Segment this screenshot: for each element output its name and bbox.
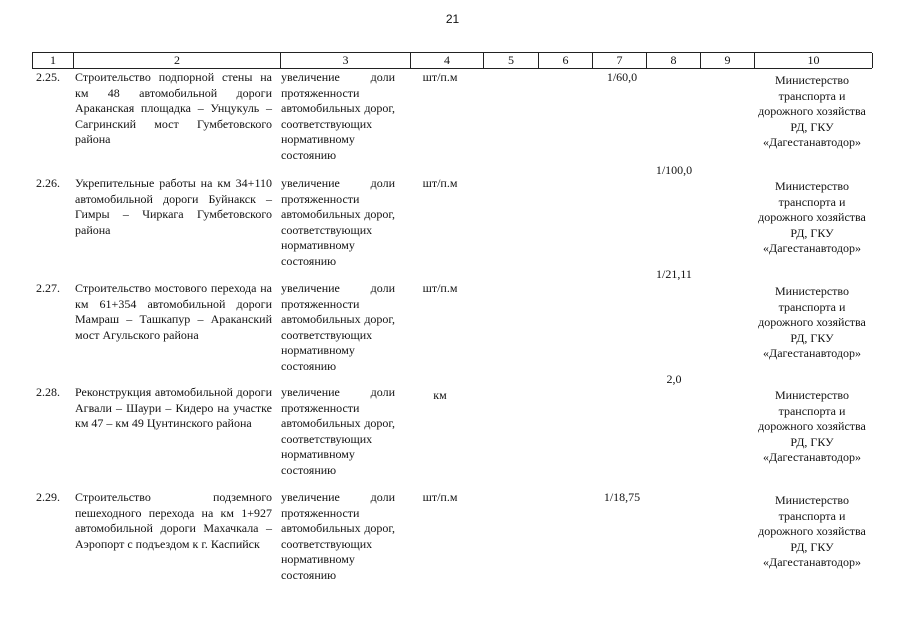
row-number: 2.28. bbox=[36, 385, 60, 399]
header-col-7: 7 bbox=[592, 53, 646, 68]
row-unit: шт/п.м bbox=[422, 176, 458, 190]
header-col-8: 8 bbox=[646, 53, 700, 68]
row-indicator: увеличение доли протяженности автомобильных дорог, соответствующих нормативному состоянию bbox=[281, 176, 395, 268]
header-col-9: 9 bbox=[700, 53, 754, 68]
row-col8-value: 1/100,0 bbox=[655, 163, 693, 177]
header-col-3: 3 bbox=[280, 53, 410, 68]
row-indicator: увеличение доли протяженности автомобильных дорог, соответствующих нормативному состоянию bbox=[281, 490, 395, 582]
row-executor: Министерство транспорта и дорожного хозяйства РД, ГКУ «Дагестанавтодор» bbox=[758, 388, 866, 465]
row-name: Укрепительные работы на км 34+110 автомобильной дороги Буйнакск – Гимры – Чиркага Гумбетовского района bbox=[75, 176, 272, 237]
row-executor: Министерство транспорта и дорожного хозяйства РД, ГКУ «Дагестанавтодор» bbox=[758, 179, 866, 256]
row-number: 2.27. bbox=[36, 281, 60, 295]
row-indicator: увеличение доли протяженности автомобильных дорог, соответствующих нормативному состоянию bbox=[281, 70, 395, 162]
row-name: Строительство мостового перехода на км 61+354 автомобильной дороги Мамраш – Ташкапур – Араканский мост Агульского района bbox=[75, 281, 272, 342]
row-number: 2.26. bbox=[36, 176, 60, 190]
row-unit: шт/п.м bbox=[422, 70, 458, 84]
row-name: Строительство подземного пешеходного перехода на км 1+927 автомобильной дороги Махачкала – Аэропорт с подъездом к г. Каспийск bbox=[75, 490, 272, 551]
row-col8-value: 2,0 bbox=[666, 372, 682, 386]
header-col-1: 1 bbox=[32, 53, 73, 68]
header-col-5: 5 bbox=[483, 53, 538, 68]
row-executor: Министерство транспорта и дорожного хозяйства РД, ГКУ «Дагестанавтодор» bbox=[758, 493, 866, 570]
header-col-2: 2 bbox=[73, 53, 280, 68]
header-col-4: 4 bbox=[410, 53, 483, 68]
table-header bbox=[32, 52, 872, 69]
page-number: 21 bbox=[445, 12, 460, 26]
row-name: Реконструкция автомобильной дороги Агвали – Шаури – Кидеро на участке км 47 – км 49 Цунтинского района bbox=[75, 385, 272, 431]
row-col8-value: 1/21,11 bbox=[656, 267, 692, 281]
row-indicator: увеличение доли протяженности автомобильных дорог, соответствующих нормативному состоянию bbox=[281, 385, 395, 477]
row-number: 2.29. bbox=[36, 490, 60, 504]
row-executor: Министерство транспорта и дорожного хозяйства РД, ГКУ «Дагестанавтодор» bbox=[758, 73, 866, 150]
row-name: Строительство подпорной стены на км 48 автомобильной дороги Араканская площадка – Унцукуль – Сагринский мост Гумбетовского района bbox=[75, 70, 272, 147]
header-col-6: 6 bbox=[538, 53, 592, 68]
row-unit: шт/п.м bbox=[422, 490, 458, 504]
row-number: 2.25. bbox=[36, 70, 60, 84]
header-col-10: 10 bbox=[754, 53, 873, 68]
row-unit: км bbox=[433, 388, 447, 402]
row-unit: шт/п.м bbox=[422, 281, 458, 295]
row-executor: Министерство транспорта и дорожного хозяйства РД, ГКУ «Дагестанавтодор» bbox=[758, 284, 866, 361]
row-col7-value: 1/60,0 bbox=[606, 70, 638, 84]
row-col7-value: 1/18,75 bbox=[603, 490, 641, 504]
row-indicator: увеличение доли протяженности автомобильных дорог, соответствующих нормативному состоянию bbox=[281, 281, 395, 373]
